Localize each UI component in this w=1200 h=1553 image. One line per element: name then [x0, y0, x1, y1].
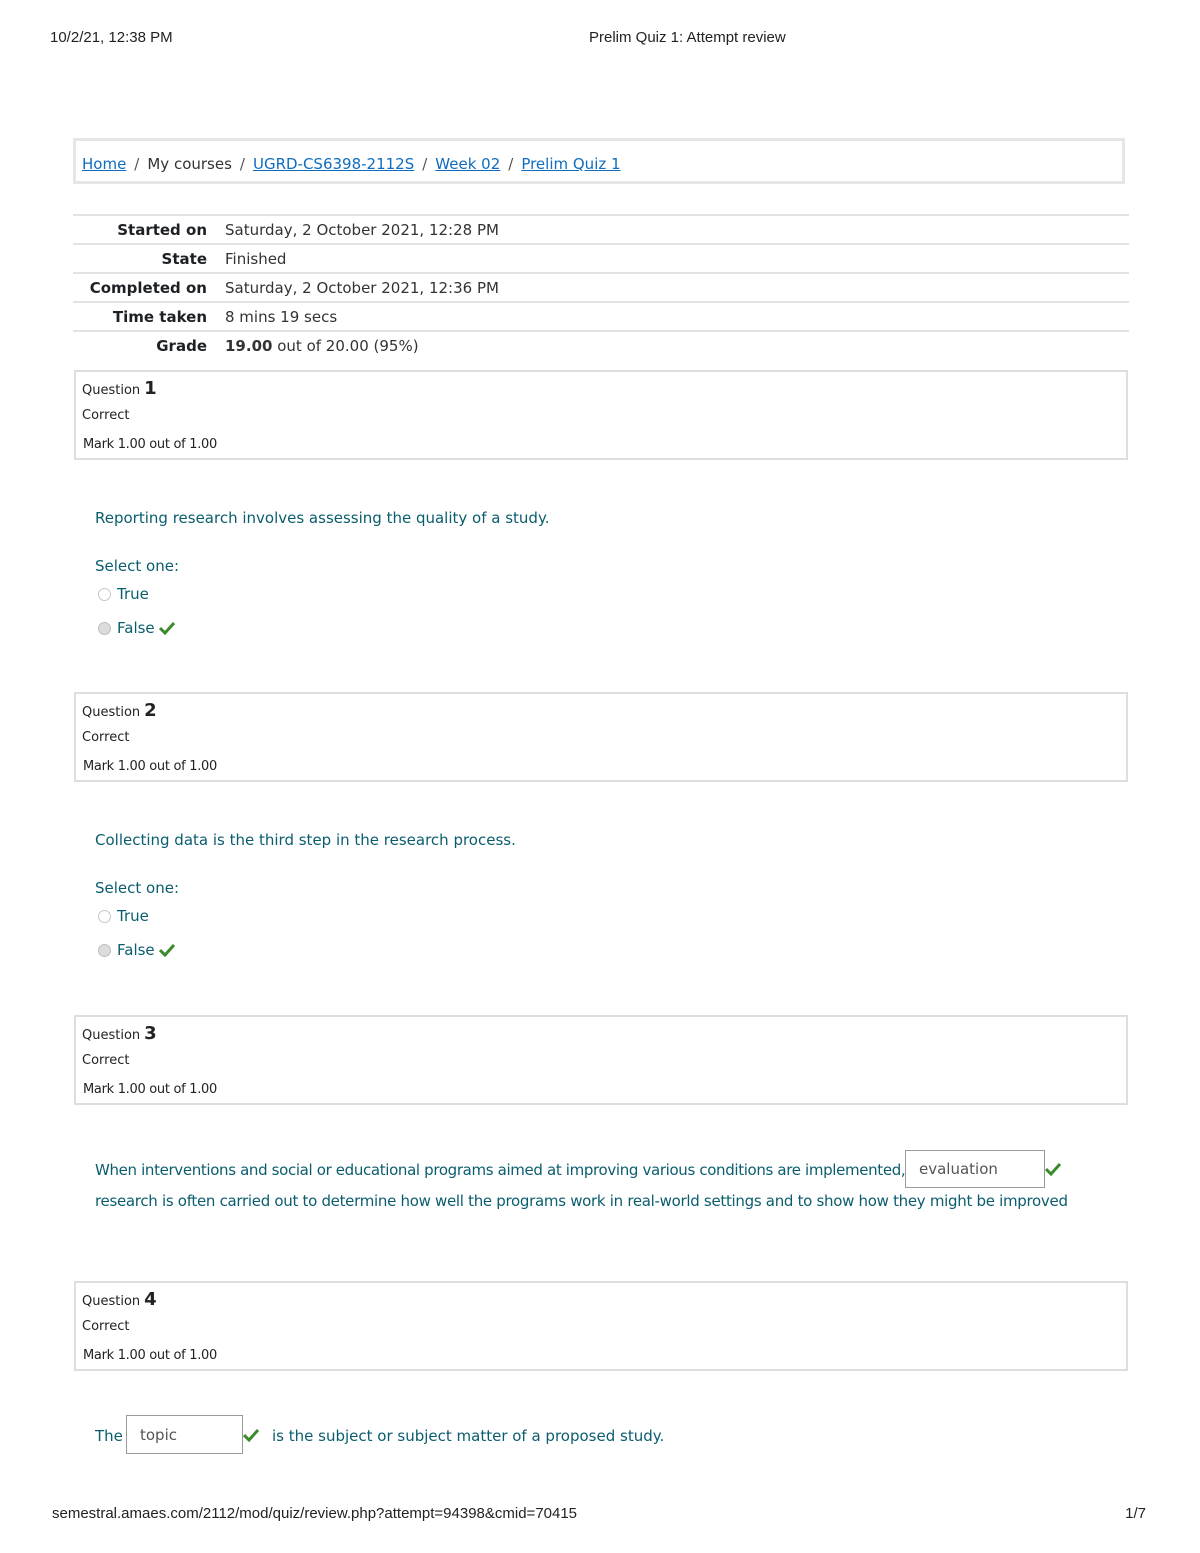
- summary-row-completed: [73, 272, 1129, 301]
- started-on-label: Started on: [117, 220, 207, 239]
- print-header: [0, 29, 1200, 49]
- time-taken-value: 8 mins 19 secs: [225, 307, 338, 326]
- state-value: Finished: [225, 249, 287, 268]
- completed-on-value: Saturday, 2 October 2021, 12:36 PM: [225, 278, 499, 297]
- question-text-before: When interventions and social or educational programs aimed at improving various conditions are implemented,: [95, 1161, 906, 1179]
- question-label: Question: [82, 1294, 141, 1309]
- question-number: [82, 1289, 157, 1310]
- option-label: False: [117, 619, 155, 637]
- option-true[interactable]: [98, 584, 149, 604]
- question-text-after: research is often carried out to determine how well the programs work in real-world settings and to show how they might be improved: [95, 1192, 1068, 1210]
- option-true[interactable]: [98, 906, 149, 926]
- breadcrumb-separator: /: [422, 155, 428, 173]
- breadcrumb-separator: /: [134, 155, 140, 173]
- question-text: Reporting research involves assessing the quality of a study.: [95, 509, 550, 527]
- question-info-box: [74, 370, 1128, 460]
- state-label: State: [161, 249, 207, 268]
- correct-check-icon: [159, 943, 175, 957]
- question-state: Correct: [82, 1319, 130, 1334]
- grade-value: [225, 337, 419, 355]
- grade-label: Grade: [156, 336, 207, 355]
- question-info-box: [74, 1015, 1128, 1105]
- print-url: semestral.amaes.com/2112/mod/quiz/review.php?attempt=94398&cmid=70415: [52, 1505, 578, 1522]
- started-on-value: Saturday, 2 October 2021, 12:28 PM: [225, 220, 499, 239]
- option-label: True: [117, 585, 149, 603]
- radio-button[interactable]: [98, 910, 111, 923]
- breadcrumb-container: [73, 138, 1125, 184]
- answer-field[interactable]: evaluation: [905, 1150, 1045, 1188]
- select-one-prompt: Select one:: [95, 879, 180, 897]
- question-mark: Mark 1.00 out of 1.00: [83, 759, 217, 774]
- breadcrumb-my-courses: My courses: [147, 155, 232, 173]
- question-state: Correct: [82, 1053, 130, 1068]
- question-state: Correct: [82, 730, 130, 745]
- question-number: [82, 700, 157, 721]
- question-number-value: 3: [144, 1023, 157, 1044]
- breadcrumb-home-link[interactable]: Home: [82, 155, 127, 173]
- print-page-number: 1/7: [1125, 1505, 1146, 1522]
- print-title: Prelim Quiz 1: Attempt review: [589, 29, 786, 46]
- print-footer: [0, 1505, 1200, 1525]
- attempt-summary-table: [73, 214, 1129, 359]
- question-number: [82, 378, 157, 399]
- question-number-value: 4: [144, 1289, 157, 1310]
- question-info-box: [74, 692, 1128, 782]
- completed-on-label: Completed on: [89, 278, 207, 297]
- select-one-prompt: Select one:: [95, 557, 180, 575]
- correct-check-icon: [159, 621, 175, 635]
- breadcrumb-quiz-link[interactable]: Prelim Quiz 1: [521, 155, 621, 173]
- option-label: True: [117, 907, 149, 925]
- question-text: Collecting data is the third step in the research process.: [95, 831, 516, 849]
- summary-row-time-taken: [73, 301, 1129, 330]
- grade-score: 19.00: [225, 336, 273, 355]
- option-false[interactable]: [98, 940, 175, 960]
- breadcrumb-week-link[interactable]: Week 02: [435, 155, 501, 173]
- answer-field[interactable]: topic: [126, 1415, 243, 1454]
- breadcrumb-separator: /: [239, 155, 245, 173]
- option-false[interactable]: [98, 618, 175, 638]
- question-number-value: 1: [144, 378, 157, 399]
- question-state: Correct: [82, 408, 130, 423]
- question-label: Question: [82, 705, 141, 720]
- breadcrumb: [82, 155, 621, 173]
- breadcrumb-separator: /: [508, 155, 514, 173]
- question-label: Question: [82, 1028, 141, 1043]
- summary-row-started: [73, 214, 1129, 243]
- question-number: [82, 1023, 157, 1044]
- summary-row-state: [73, 243, 1129, 272]
- summary-row-grade: [73, 330, 1129, 359]
- question-text-after: is the subject or subject matter of a proposed study.: [272, 1427, 665, 1445]
- question-text-before: The: [95, 1427, 123, 1445]
- question-mark: Mark 1.00 out of 1.00: [83, 1348, 217, 1363]
- grade-out-of: out of 20.00 (95%): [277, 336, 419, 355]
- time-taken-label: Time taken: [112, 307, 207, 326]
- correct-check-icon: [1045, 1162, 1061, 1176]
- breadcrumb-course-link[interactable]: UGRD-CS6398-2112S: [252, 155, 415, 173]
- question-number-value: 2: [144, 700, 157, 721]
- radio-button-selected[interactable]: [98, 622, 111, 635]
- question-mark: Mark 1.00 out of 1.00: [83, 1082, 217, 1097]
- correct-check-icon: [243, 1428, 259, 1442]
- radio-button[interactable]: [98, 588, 111, 601]
- radio-button-selected[interactable]: [98, 944, 111, 957]
- option-label: False: [117, 941, 155, 959]
- question-info-box: [74, 1281, 1128, 1371]
- question-label: Question: [82, 383, 141, 398]
- question-mark: Mark 1.00 out of 1.00: [83, 437, 217, 452]
- print-datetime: 10/2/21, 12:38 PM: [50, 29, 173, 46]
